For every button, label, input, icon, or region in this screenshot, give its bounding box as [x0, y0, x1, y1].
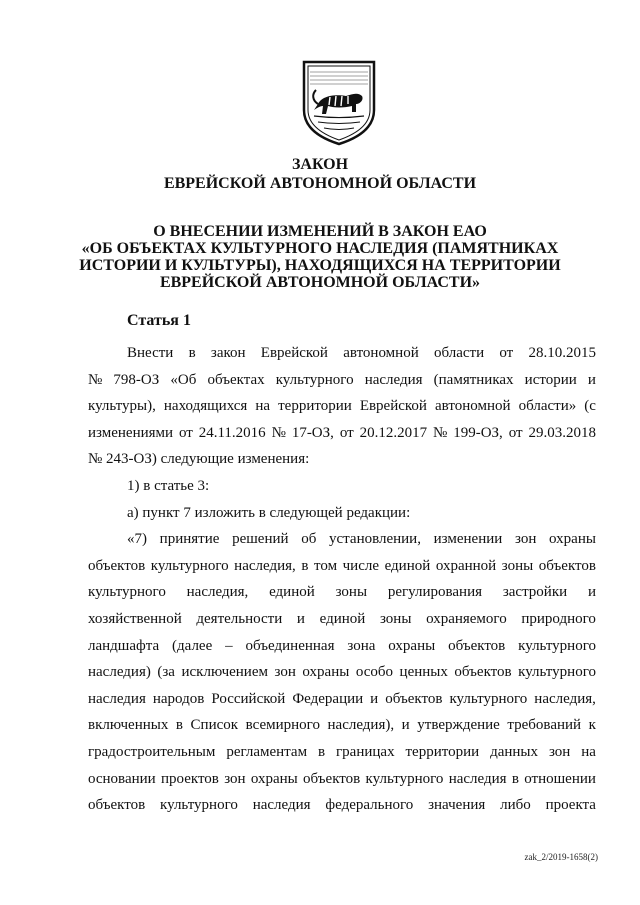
body-word: исключением	[181, 664, 268, 681]
body-line	[88, 712, 596, 739]
body-word: единой	[384, 557, 431, 574]
law-subject-heading	[0, 223, 640, 291]
body-word: территории	[405, 743, 480, 760]
body-word: значения	[428, 797, 486, 814]
body-word: единой	[269, 584, 315, 601]
body-word: на	[581, 743, 596, 760]
body-line	[88, 766, 596, 793]
body-word: «Об	[170, 371, 197, 388]
body-word: зон	[274, 664, 296, 681]
body-word: в	[511, 770, 519, 787]
body-word: охраны	[388, 637, 436, 654]
body-line	[88, 686, 596, 713]
law-subject-line: «ОБ ОБЪЕКТАХ КУЛЬТУРНОГО НАСЛЕДИЯ (ПАМЯТНИКАХ	[81, 240, 559, 257]
body-line	[88, 633, 596, 660]
region-title: ЕВРЕЙСКОЙ АВТОНОМНОЙ ОБЛАСТИ	[163, 175, 477, 192]
body-word: особо	[355, 664, 394, 681]
body-word: Еврейской	[359, 398, 427, 415]
body-word: закон	[210, 345, 246, 361]
body-word: Федерации	[292, 690, 364, 707]
body-line	[88, 579, 596, 606]
body-line	[88, 526, 596, 553]
body-word: охранной	[435, 557, 497, 574]
body-word: «7)	[127, 531, 147, 548]
body-word: природного	[521, 610, 596, 627]
body-word: 20.12.2017	[359, 424, 428, 441]
body-word: от	[178, 424, 193, 441]
body-word: и	[370, 690, 379, 707]
body-word: Еврейской	[260, 345, 328, 361]
body-word: 29.03.2018	[528, 424, 596, 441]
body-word: градостроительным	[88, 743, 216, 760]
body-word: культурного	[275, 371, 354, 388]
body-word: объектов	[454, 664, 512, 681]
body-word: данных	[490, 743, 539, 760]
body-line	[88, 606, 596, 633]
body-word: зоны	[501, 557, 534, 574]
body-word: зон	[224, 770, 246, 787]
body-word: охраны	[549, 531, 596, 548]
body-word: Внести	[127, 345, 174, 361]
body-word: 199-ОЗ,	[453, 424, 503, 441]
body-word: автономной	[343, 345, 419, 361]
body-word: об	[301, 531, 317, 548]
body-word: наследия),	[327, 717, 395, 734]
body-line	[88, 500, 596, 527]
body-word: установлении,	[329, 531, 421, 548]
body-word: утверждение	[417, 717, 500, 734]
body-word: (за	[157, 664, 175, 681]
body-word: и	[587, 584, 596, 601]
body-word: застройки	[502, 584, 568, 601]
body-word: к	[588, 717, 596, 734]
body-word: федерального	[325, 797, 414, 814]
body-word: основании	[88, 770, 156, 787]
body-word: всемирного	[245, 717, 320, 734]
body-word: №	[88, 371, 103, 388]
body-word: наследия	[364, 371, 423, 388]
body-word: в	[175, 717, 183, 734]
body-word: зон	[548, 743, 571, 760]
body-word: проектов	[160, 770, 219, 787]
body-word: наследия	[252, 797, 311, 814]
body-word: 17-ОЗ,	[291, 424, 334, 441]
law-subject-line: ЕВРЕЙСКОЙ АВТОНОМНОЙ ОБЛАСТИ»	[159, 274, 481, 291]
body-word: № 243-ОЗ) следующие изменения:	[88, 451, 310, 468]
body-word: 24.11.2016	[198, 424, 266, 441]
body-word: наследия,	[234, 557, 296, 574]
body-word: а) пункт 7 изложить в следующей редакции:	[127, 504, 411, 521]
law-subject-line: О ВНЕСЕНИИ ИЗМЕНЕНИЙ В ЗАКОН ЕАО	[153, 223, 487, 240]
body-word: истории	[524, 371, 577, 388]
body-word: числе	[342, 557, 380, 574]
body-word: (с	[584, 398, 596, 415]
body-word: объектов	[448, 637, 506, 654]
body-word: –	[225, 637, 233, 654]
body-word: границах	[336, 743, 395, 760]
body-word: области»	[518, 398, 577, 415]
body-word: территории	[278, 398, 352, 415]
article-body-text	[88, 340, 596, 819]
body-word: объектов	[538, 557, 596, 574]
body-word: области	[433, 345, 485, 361]
body-word: ценных	[399, 664, 448, 681]
body-word: (памятниках	[433, 371, 514, 388]
body-word: отношении	[524, 770, 596, 787]
body-word: ландшафта	[88, 637, 160, 654]
body-word: (далее	[172, 637, 213, 654]
body-line	[88, 553, 596, 580]
body-line	[88, 792, 596, 819]
body-word: охраняемого	[426, 610, 507, 627]
body-word: регулирования	[387, 584, 483, 601]
body-word: культуры),	[88, 398, 156, 415]
body-word: регламентам	[226, 743, 308, 760]
document-type-title: ЗАКОН	[291, 156, 349, 173]
body-word: проекта	[545, 797, 596, 814]
body-word: от	[339, 424, 354, 441]
body-word: включенных	[88, 717, 169, 734]
body-line	[88, 420, 596, 447]
body-word: находящихся	[163, 398, 248, 415]
body-word: зоны	[335, 584, 368, 601]
body-word: Список	[190, 717, 239, 734]
body-word: единой	[319, 610, 366, 627]
body-word: в	[188, 345, 196, 361]
body-word: и	[587, 371, 596, 388]
body-word: 1) в статье 3:	[127, 477, 210, 494]
body-word: объектов	[385, 690, 443, 707]
body-word: культурного	[150, 557, 229, 574]
body-line	[88, 393, 596, 420]
body-word: зон	[514, 531, 537, 548]
body-word: зоны	[379, 610, 412, 627]
article-heading: Статья 1	[127, 312, 191, 329]
body-word: том	[314, 557, 338, 574]
body-word: охраны	[250, 770, 298, 787]
body-word: либо	[500, 797, 531, 814]
body-word: наследия)	[88, 664, 151, 681]
body-word: объектов	[88, 557, 146, 574]
body-word: наследия,	[186, 584, 249, 601]
body-word: и	[296, 610, 305, 627]
body-word: деятельности	[196, 610, 283, 627]
body-word: культурного	[449, 690, 528, 707]
body-word: 28.10.2015	[528, 345, 596, 361]
body-word: изменении	[433, 531, 503, 548]
body-line	[88, 340, 596, 367]
body-line	[88, 739, 596, 766]
body-word: в	[301, 557, 309, 574]
coat-of-arms-tiger-icon	[300, 58, 378, 146]
body-word: хозяйственной	[88, 610, 182, 627]
body-word: 798-ОЗ	[113, 371, 160, 388]
body-word: народов	[152, 690, 205, 707]
body-word: наследия,	[534, 690, 596, 707]
body-word: объектов	[88, 797, 146, 814]
body-word: №	[271, 424, 286, 441]
body-word: требований	[507, 717, 582, 734]
body-word: объектов	[303, 770, 361, 787]
body-word: Российской	[211, 690, 286, 707]
body-line	[88, 473, 596, 500]
body-word: от	[499, 345, 514, 361]
body-word: охраны	[302, 664, 350, 681]
body-line	[88, 659, 596, 686]
body-line	[88, 367, 596, 394]
law-subject-line: ИСТОРИИ И КУЛЬТУРЫ), НАХОДЯЩИХСЯ НА ТЕРРИТОРИИ	[79, 257, 561, 274]
body-line	[88, 446, 596, 473]
body-word: и	[401, 717, 410, 734]
body-word: №	[432, 424, 448, 441]
body-word: культурного	[365, 770, 444, 787]
body-word: изменениями	[88, 424, 174, 441]
body-word: объединенная	[245, 637, 335, 654]
body-word: наследия	[448, 770, 507, 787]
body-word: на	[255, 398, 271, 415]
body-word: культурного	[160, 797, 238, 814]
body-word: от	[508, 424, 523, 441]
body-word: в	[318, 743, 326, 760]
body-word: автономной	[435, 398, 511, 415]
document-reference-code: zak_2/2019-1658(2)	[524, 852, 598, 862]
body-word: принятие	[159, 531, 220, 548]
body-word: культурного	[88, 584, 166, 601]
body-word: наследия	[88, 690, 146, 707]
body-word: зона	[347, 637, 376, 654]
body-word: культурного	[518, 637, 596, 654]
body-word: культурного	[518, 664, 596, 681]
body-word: объектах	[207, 371, 265, 388]
body-word: решений	[232, 531, 289, 548]
